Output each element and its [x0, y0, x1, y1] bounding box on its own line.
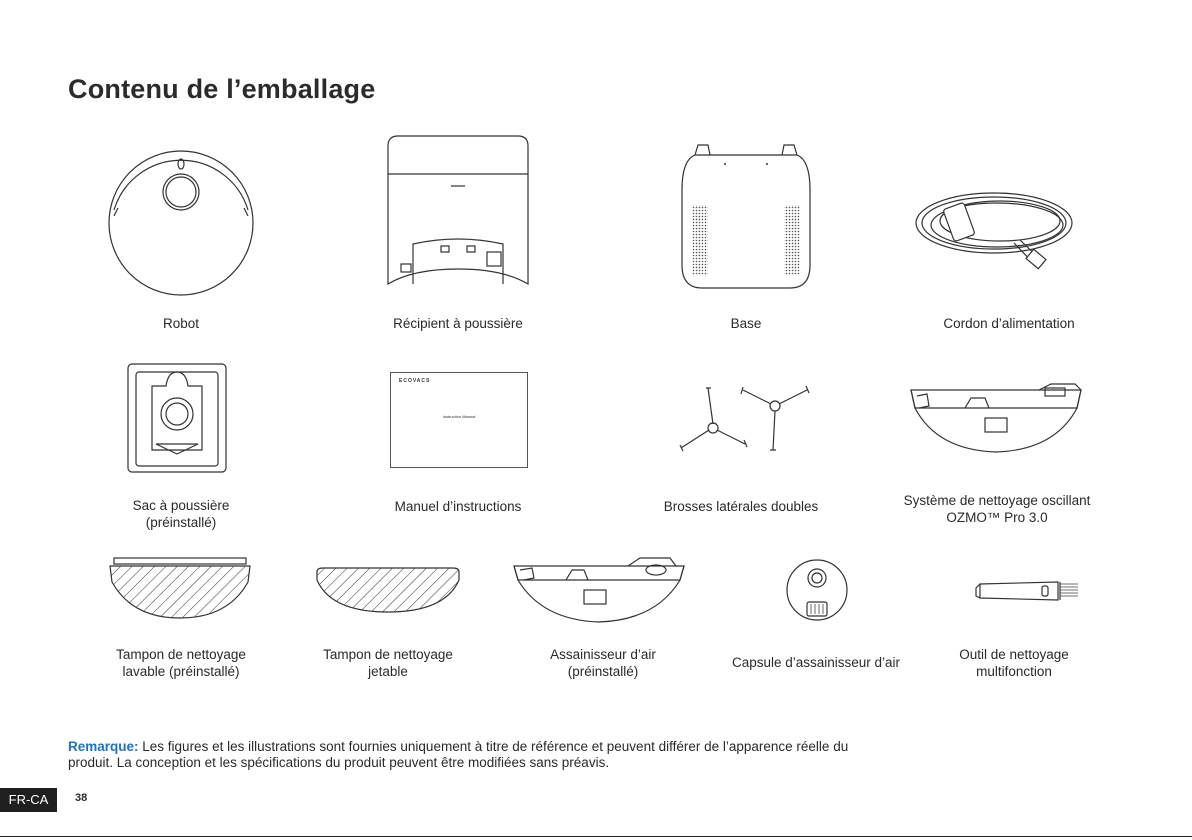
side-brushes-illustration: [675, 384, 815, 456]
disposable-pad-illustration: [315, 566, 461, 616]
caption-washable-pad: Tampon de nettoyage lavable (préinstallé): [116, 647, 246, 679]
caption-side-brushes: Brosses latérales doubles: [663, 499, 819, 514]
caption-cleaning-tool: Outil de nettoyage multifonction: [959, 647, 1069, 679]
manual-cover: [390, 372, 528, 468]
caption-base: Base: [730, 316, 762, 331]
caption-disposable-pad: Tampon de nettoyage jetable: [323, 647, 453, 679]
base-illustration: [680, 140, 812, 290]
manual-cover-title: Instruction Manual: [442, 414, 476, 419]
caption-dust-bin: Récipient à poussière: [393, 316, 523, 331]
bottom-rule: [0, 836, 1192, 837]
caption-dust-bag: Sac à poussière (préinstallé): [132, 498, 230, 530]
mopping-system-illustration: [905, 380, 1087, 456]
dust-bag-illustration: [126, 362, 228, 474]
cleaning-tool-illustration: [974, 578, 1084, 604]
page-number: 38: [75, 792, 88, 804]
washable-pad-illustration: [108, 556, 252, 622]
caption-manual: Manuel d’instructions: [394, 499, 522, 514]
dust-bin-illustration: [383, 134, 533, 294]
freshener-capsule-illustration: [785, 558, 849, 622]
manual-cover-brand: ECOVACS: [399, 378, 431, 384]
note-text: Les figures et les illustrations sont fournies uniquement à titre de référence et peuvent différer de l’apparence réelle du produit. La conception et les spécifications du produit peuvent être modifiées sans préavis.: [68, 739, 849, 770]
caption-power-cord: Cordon d’alimentation: [943, 316, 1075, 331]
robot-illustration: [106, 148, 256, 298]
note-label: Remarque:: [68, 739, 139, 754]
language-badge: FR-CA: [0, 788, 57, 812]
caption-freshener-capsule: Capsule d’assainisseur d’air: [731, 655, 901, 670]
page-title: Contenu de l’emballage: [68, 74, 376, 104]
disclaimer-note: [68, 739, 888, 771]
caption-mopping-system: Système de nettoyage oscillant OZMO™ Pro 3.0: [903, 493, 1091, 525]
caption-air-freshener: Assainisseur d’air (préinstallé): [550, 647, 656, 679]
caption-robot: Robot: [162, 316, 200, 331]
air-freshener-illustration: [510, 556, 688, 624]
power-cord-illustration: [912, 185, 1082, 275]
